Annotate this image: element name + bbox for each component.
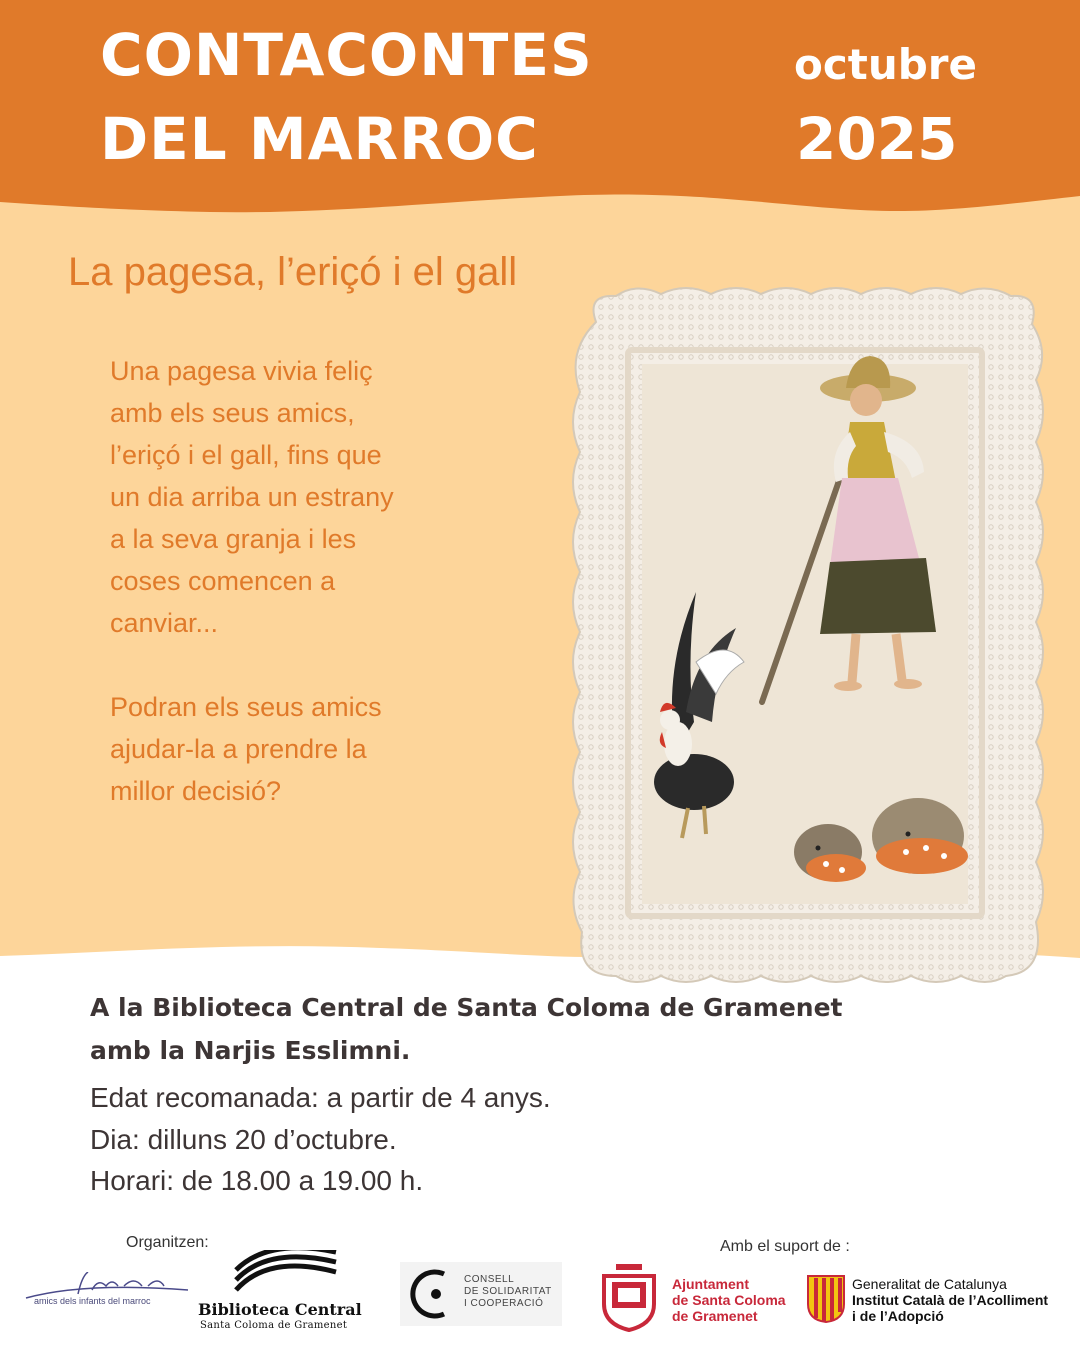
story-line: amb els seus amics, bbox=[110, 398, 355, 428]
event-time: Horari: de 18.00 a 19.00 h. bbox=[90, 1165, 424, 1196]
story-illustration bbox=[566, 282, 1050, 988]
ajuntament-shield-icon bbox=[596, 1262, 662, 1332]
generalitat-logo bbox=[804, 1272, 1076, 1326]
biblioteca-name: Biblioteca Central bbox=[198, 1300, 362, 1319]
story-line: a la seva granja i les bbox=[110, 524, 357, 554]
date-year: 2025 bbox=[796, 105, 958, 173]
story-line: Una pagesa vivia feliç bbox=[110, 356, 373, 386]
ajuntament-logo bbox=[596, 1262, 796, 1332]
ajuntament-line: Ajuntament bbox=[672, 1276, 749, 1292]
story-paragraph-1 bbox=[110, 350, 470, 644]
story-paragraph-2 bbox=[110, 686, 470, 812]
story-line: coses comencen a bbox=[110, 566, 336, 596]
date-month: octubre bbox=[794, 40, 977, 89]
story-line: un dia arriba un estrany bbox=[110, 482, 394, 512]
generalitat-text bbox=[852, 1276, 1048, 1324]
ajuntament-text bbox=[672, 1276, 786, 1324]
title-line-1: CONTACONTES bbox=[100, 21, 593, 89]
amics-infants-marroc-logo bbox=[24, 1272, 190, 1316]
biblioteca-central-logo bbox=[198, 1248, 362, 1334]
story-line: ajudar-la a prendre la bbox=[110, 734, 367, 764]
event-place: A la Biblioteca Central de Santa Coloma de Gramenet bbox=[90, 993, 843, 1022]
story-title: La pagesa, l’eriçó i el gall bbox=[68, 250, 518, 294]
generalitat-senyera-icon bbox=[806, 1274, 846, 1324]
title-line-2: DEL MARROC bbox=[100, 105, 539, 173]
consell-line: CONSELL bbox=[464, 1274, 515, 1285]
consell-line: I COOPERACIÓ bbox=[464, 1298, 544, 1309]
generalitat-line-2: Institut Català de l’Acolliment bbox=[852, 1292, 1049, 1308]
generalitat-line-3: i de l’Adopció bbox=[852, 1308, 944, 1324]
organizers-label: Organitzen: bbox=[126, 1234, 209, 1251]
event-storyteller: amb la Narjis Esslimni. bbox=[90, 1036, 411, 1065]
consell-line: DE SOLIDARITAT bbox=[464, 1286, 552, 1297]
biblioteca-arches-icon bbox=[232, 1250, 342, 1294]
biblioteca-place: Santa Coloma de Gramenet bbox=[200, 1320, 348, 1331]
consell-solidaritat-logo bbox=[400, 1262, 562, 1326]
story-line: millor decisió? bbox=[110, 776, 282, 806]
ajuntament-line: de Gramenet bbox=[672, 1308, 758, 1324]
consell-text bbox=[464, 1274, 552, 1310]
story-line: canviar... bbox=[110, 608, 219, 638]
event-day: Dia: dilluns 20 d’octubre. bbox=[90, 1124, 397, 1155]
support-label: Amb el suport de : bbox=[720, 1238, 850, 1255]
consell-circle-icon bbox=[404, 1262, 464, 1326]
story-line: Podran els seus amics bbox=[110, 692, 382, 722]
ajuntament-line: de Santa Coloma bbox=[672, 1292, 786, 1308]
generalitat-line-1: Generalitat de Catalunya bbox=[852, 1276, 1007, 1292]
story-line: l’eriçó i el gall, fins que bbox=[110, 440, 382, 470]
amics-logo-text: amics dels infants del marroc bbox=[34, 1296, 151, 1306]
event-age: Edat recomanada: a partir de 4 anys. bbox=[90, 1082, 551, 1113]
